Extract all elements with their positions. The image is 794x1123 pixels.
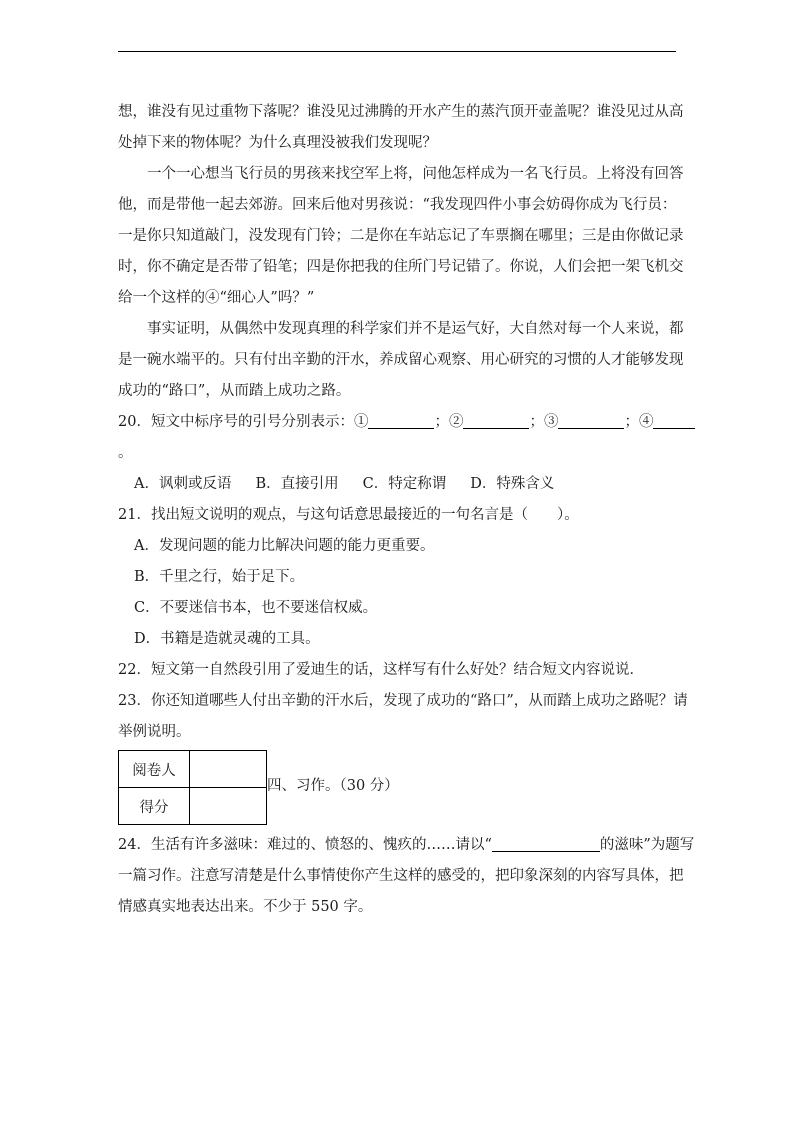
answer-blank-2[interactable] xyxy=(463,410,529,429)
passage-line: 事实证明，从偶然中发现真理的科学家们并不是运气好，大自然对每一个人来说，都 xyxy=(147,321,684,337)
section-4-title: 四、习作。（30 分） xyxy=(267,778,399,794)
answer-blank-4[interactable] xyxy=(653,410,695,429)
question-23: 23．你还知道哪些人付出辛勤的汗水后，发现了成功的“路口”，从而踏上成功之路呢？请 xyxy=(118,693,688,709)
passage-line: 时，你不确定是否带了铅笔；四是你把我的住所门号记错了。你说，人们会把一架飞机交 xyxy=(118,259,684,275)
question-20 xyxy=(118,407,678,438)
question-24-cont: 情感真实地表达出来。不少于 550 字。 xyxy=(118,899,373,915)
reviewer-cell[interactable] xyxy=(190,751,267,788)
question-21: 21．找出短文说明的观点，与这句话意思最接近的一句名言是（ ）。 xyxy=(118,507,579,523)
q24-pre: 24．生活有许多滋味：难过的、愤怒的、愧疚的……请以“ xyxy=(118,837,492,853)
q20-sep: ；④ xyxy=(624,414,654,430)
option-c: C．特定称谓 xyxy=(362,476,447,492)
q20-sep: ；② xyxy=(434,414,464,430)
q24-post: 的滋味”为题写 xyxy=(599,837,695,853)
q20-stem: 20．短文中标序号的引号分别表示：① xyxy=(118,414,369,430)
option-c: C．不要迷信书本，也不要迷信权威。 xyxy=(134,600,378,616)
option-a: A．发现问题的能力比解决问题的能力更重要。 xyxy=(134,538,435,554)
passage-line: 想，谁没有见过重物下落呢？谁没见过沸腾的开水产生的蒸汽顶开壶盖呢？谁没见过从高 xyxy=(118,104,684,120)
score-block xyxy=(118,750,678,826)
option-b: B．千里之行，始于足下。 xyxy=(134,569,305,585)
passage-line: 他，而是带他一起去郊游。回来后他对男孩说：“我发现四件小事会妨碍你成为飞行员： xyxy=(118,197,677,213)
option-a: A．讽刺或反语 xyxy=(134,476,232,492)
answer-blank-3[interactable] xyxy=(558,410,624,429)
document-body xyxy=(118,97,695,923)
question-24 xyxy=(118,830,695,861)
question-22: 22．短文第一自然段引用了爱迪生的话，这样写有什么好处？结合短文内容说说． xyxy=(118,662,644,678)
title-blank[interactable] xyxy=(492,833,600,852)
passage-line: 成功的“路口”，从而踏上成功之路。 xyxy=(118,383,351,399)
score-label: 得分 xyxy=(119,788,190,825)
passage-line: 给一个这样的④“细心人”吗？” xyxy=(118,290,315,306)
q20-options xyxy=(118,469,678,500)
question-23-cont: 举例说明。 xyxy=(118,724,191,740)
passage-line: 是一碗水端平的。只有付出辛勤的汗水，养成留心观察、用心研究的习惯的人才能够发现 xyxy=(118,352,684,368)
header-rule xyxy=(118,51,676,52)
passage-line: 处掉下来的物体呢？为什么真理没被我们发现呢？ xyxy=(118,135,437,151)
option-d: D．书籍是造就灵魂的工具。 xyxy=(134,631,320,647)
reviewer-label: 阅卷人 xyxy=(119,751,190,788)
option-d: D．特殊含义 xyxy=(470,476,555,492)
answer-blank-1[interactable] xyxy=(368,410,434,429)
q20-sep: ；③ xyxy=(529,414,559,430)
score-cell[interactable] xyxy=(190,788,267,825)
q20-end: 。 xyxy=(118,445,133,461)
score-table xyxy=(118,750,267,825)
passage-line: 一是你只知道敲门，没发现有门铃；二是你在车站忘记了车票搁在哪里；三是由你做记录 xyxy=(118,228,684,244)
option-b: B．直接引用 xyxy=(255,476,339,492)
passage-line: 一个一心想当飞行员的男孩来找空军上将，问他怎样成为一名飞行员。上将没有回答 xyxy=(147,166,684,182)
question-24-cont: 一篇习作。注意写清楚是什么事情使你产生这样的感受的，把印象深刻的内容写具体，把 xyxy=(118,868,684,884)
